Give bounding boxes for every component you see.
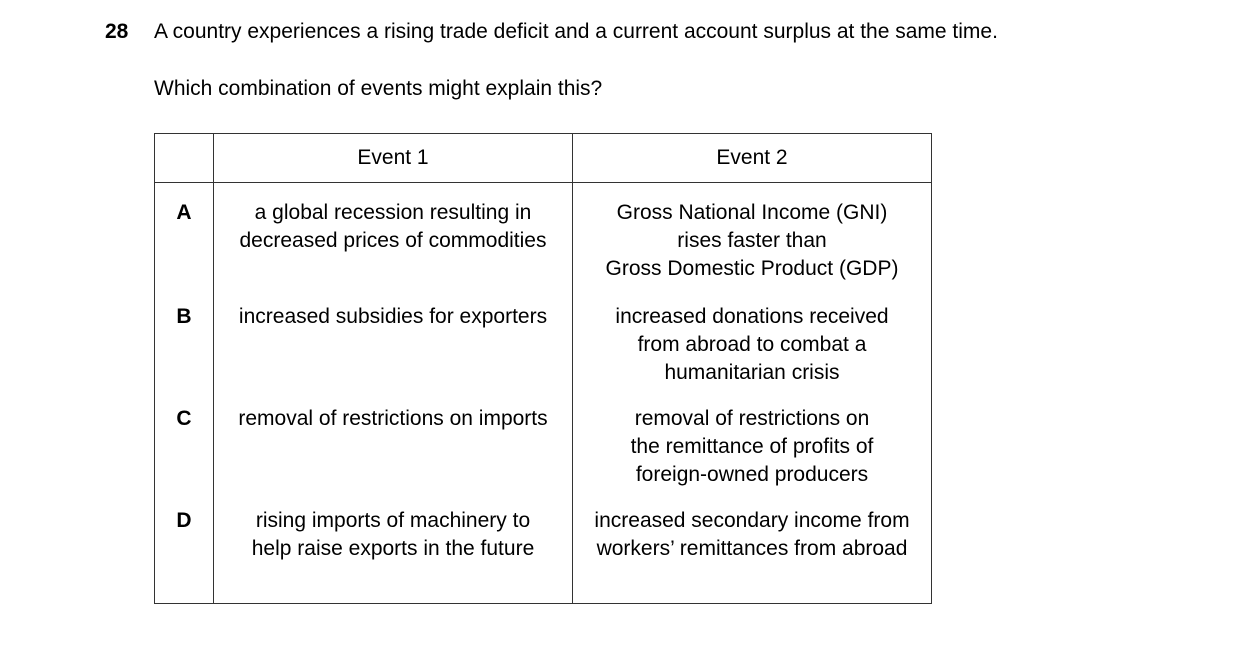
question-prompt: Which combination of events might explain this? — [154, 77, 603, 100]
event1-cell — [214, 387, 573, 489]
event1-line: decreased prices of commodities — [239, 229, 547, 252]
header-event2: Event 2 — [573, 134, 932, 183]
question-stem: A country experiences a rising trade deficit and a current account surplus at the same time. — [154, 20, 998, 43]
option-row-c — [155, 387, 932, 489]
event2-line: increased secondary income from — [594, 509, 910, 532]
event2-line: the remittance of profits of — [630, 435, 874, 458]
event1-cell — [214, 285, 573, 387]
event2-line: from abroad to combat a — [637, 333, 867, 356]
event2-line: foreign-owned producers — [635, 463, 869, 486]
event2-line: Gross National Income (GNI) — [616, 201, 888, 224]
event2-line: workers’ remittances from abroad — [596, 537, 908, 560]
option-row-a — [155, 183, 932, 286]
options-table — [154, 133, 932, 604]
option-letter: C — [155, 387, 214, 489]
event1-line: a global recession resulting in — [254, 201, 532, 224]
option-row-d — [155, 489, 932, 604]
event2-line: Gross Domestic Product (GDP) — [605, 257, 899, 280]
event2-cell — [573, 285, 932, 387]
option-letter: B — [155, 285, 214, 387]
event1-line: removal of restrictions on imports — [238, 407, 548, 430]
event2-line: humanitarian crisis — [664, 361, 840, 384]
event2-line: removal of restrictions on — [634, 407, 870, 430]
option-letter: D — [155, 489, 214, 604]
header-letter-cell — [155, 134, 214, 183]
event1-line: rising imports of machinery to — [255, 509, 531, 532]
event1-cell — [214, 183, 573, 286]
event1-line: increased subsidies for exporters — [238, 305, 548, 328]
event2-cell — [573, 183, 932, 286]
event2-cell — [573, 387, 932, 489]
question-number: 28 — [105, 20, 129, 43]
header-row — [155, 134, 932, 183]
event2-line: increased donations received — [615, 305, 889, 328]
event1-cell — [214, 489, 573, 604]
event2-cell — [573, 489, 932, 604]
event2-line: rises faster than — [677, 229, 827, 252]
option-row-b — [155, 285, 932, 387]
header-event1: Event 1 — [214, 134, 573, 183]
event1-line: help raise exports in the future — [251, 537, 535, 560]
option-letter: A — [155, 183, 214, 286]
